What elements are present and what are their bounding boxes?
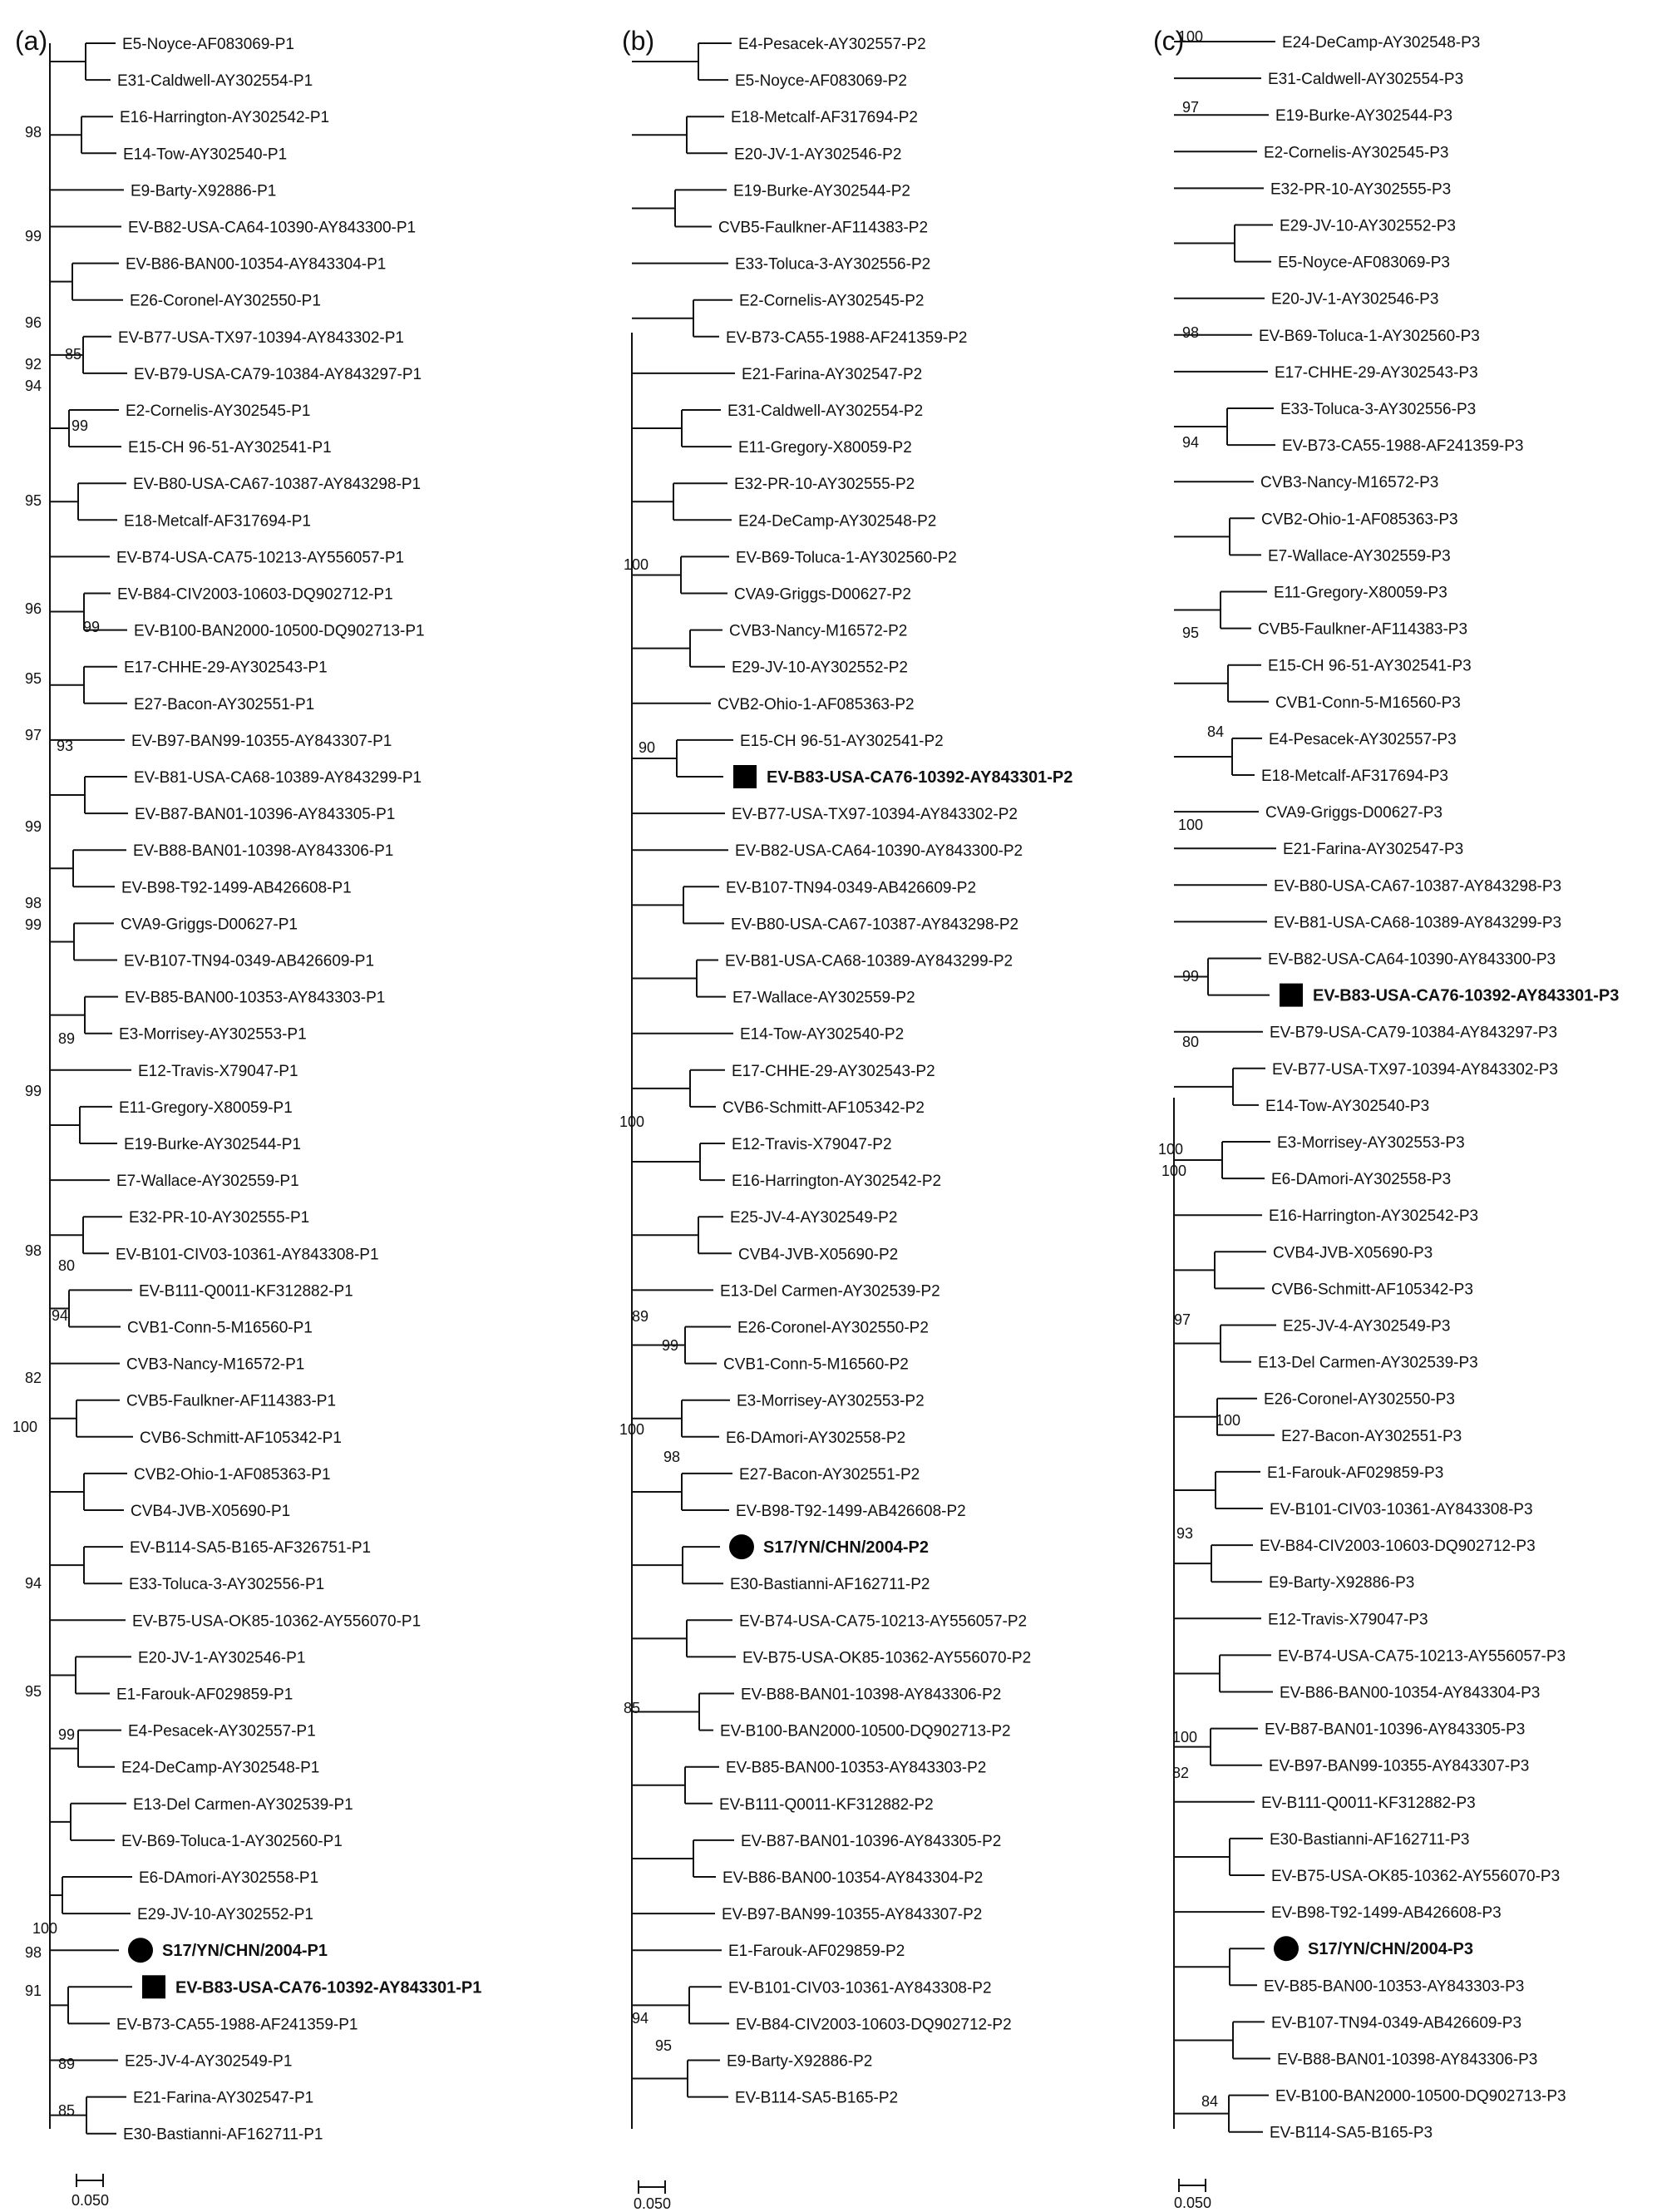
taxon-label: E7-Wallace-AY302559-P3 bbox=[1268, 547, 1451, 565]
taxon-label: EV-B86-BAN00-10354-AY843304-P1 bbox=[126, 255, 387, 274]
bootstrap-value: 96 bbox=[24, 314, 42, 331]
taxon-label: E4-Pesacek-AY302557-P2 bbox=[738, 36, 926, 53]
taxon-label: EV-B87-BAN01-10396-AY843305-P2 bbox=[741, 1832, 1002, 1850]
taxon-label: EV-B81-USA-CA68-10389-AY843299-P1 bbox=[134, 769, 422, 787]
bootstrap-value: 95 bbox=[24, 492, 42, 509]
taxon-label: CVB5-Faulkner-AF114383-P1 bbox=[126, 1392, 337, 1410]
bootstrap-value: 100 bbox=[1157, 1141, 1184, 1158]
taxon-label: E31-Caldwell-AY302554-P2 bbox=[727, 402, 924, 420]
taxon-label: E33-Toluca-3-AY302556-P1 bbox=[129, 1576, 325, 1594]
taxon-label: E9-Barty-X92886-P2 bbox=[727, 2052, 873, 2071]
taxon-label: E33-Toluca-3-AY302556-P2 bbox=[735, 255, 931, 274]
taxon-label: E26-Coronel-AY302550-P2 bbox=[737, 1319, 929, 1337]
taxon-label: EV-B75-USA-OK85-10362-AY556070-P3 bbox=[1271, 1868, 1561, 1885]
square-marker bbox=[733, 765, 757, 788]
taxon-label: EV-B107-TN94-0349-AB426609-P3 bbox=[1271, 2014, 1522, 2032]
taxon-label: EV-B74-USA-CA75-10213-AY556057-P1 bbox=[116, 549, 405, 567]
bootstrap-value: 100 bbox=[1177, 28, 1204, 45]
taxon-label: EV-B101-CIV03-10361-AY843308-P2 bbox=[728, 1979, 992, 1997]
taxon-label: E15-CH 96-51-AY302541-P3 bbox=[1268, 657, 1472, 675]
taxon-label: E4-Pesacek-AY302557-P1 bbox=[128, 1722, 316, 1740]
taxon-label: CVB4-JVB-X05690-P1 bbox=[131, 1503, 291, 1520]
bootstrap-value: 89 bbox=[57, 2056, 76, 2072]
taxon-label: EV-B86-BAN00-10354-AY843304-P2 bbox=[722, 1869, 984, 1887]
taxon-label: EV-B77-USA-TX97-10394-AY843302-P3 bbox=[1272, 1060, 1558, 1079]
circle-marker bbox=[729, 1534, 754, 1559]
circle-marker bbox=[1274, 1936, 1299, 1961]
taxon-label: E21-Farina-AY302547-P3 bbox=[1283, 841, 1464, 859]
bootstrap-value: 95 bbox=[24, 670, 42, 687]
taxon-label: EV-B73-CA55-1988-AF241359-P2 bbox=[726, 328, 968, 347]
taxon-label: EV-B69-Toluca-1-AY302560-P2 bbox=[736, 549, 957, 567]
taxon-label: EV-B83-USA-CA76-10392-AY843301-P1 bbox=[175, 1978, 482, 1997]
bootstrap-value: 80 bbox=[1181, 1034, 1200, 1050]
taxon-label: E15-CH 96-51-AY302541-P2 bbox=[740, 732, 944, 750]
panel-a bbox=[12, 26, 481, 2209]
taxon-label: EV-B85-BAN00-10353-AY843303-P1 bbox=[125, 989, 386, 1007]
taxon-label: E5-Noyce-AF083069-P1 bbox=[122, 36, 294, 53]
taxon-label: E29-JV-10-AY302552-P3 bbox=[1280, 217, 1456, 235]
taxon-label: E3-Morrisey-AY302553-P1 bbox=[119, 1025, 307, 1044]
bootstrap-value: 99 bbox=[24, 818, 42, 835]
taxon-label: EV-B85-BAN00-10353-AY843303-P2 bbox=[726, 1759, 987, 1777]
taxon-label: E19-Burke-AY302544-P2 bbox=[733, 182, 910, 200]
taxon-label: EV-B83-USA-CA76-10392-AY843301-P3 bbox=[1313, 986, 1620, 1005]
taxon-label: E11-Gregory-X80059-P2 bbox=[738, 439, 912, 457]
taxon-label: EV-B81-USA-CA68-10389-AY843299-P3 bbox=[1274, 914, 1562, 932]
taxon-label: EV-B73-CA55-1988-AF241359-P3 bbox=[1282, 437, 1524, 456]
taxon-label: E13-Del Carmen-AY302539-P3 bbox=[1258, 1354, 1478, 1372]
square-marker bbox=[1280, 984, 1303, 1007]
bootstrap-value: 95 bbox=[1181, 625, 1200, 641]
taxon-label: E17-CHHE-29-AY302543-P1 bbox=[124, 659, 328, 677]
taxon-label: E12-Travis-X79047-P1 bbox=[138, 1062, 298, 1080]
taxon-label: E32-PR-10-AY302555-P1 bbox=[129, 1209, 310, 1227]
taxon-label: EV-B111-Q0011-KF312882-P1 bbox=[139, 1282, 353, 1301]
panel-label: (c) bbox=[1153, 26, 1185, 56]
taxon-label: E30-Bastianni-AF162711-P2 bbox=[730, 1576, 930, 1594]
bootstrap-value: 93 bbox=[56, 738, 74, 754]
bootstrap-value: 97 bbox=[24, 727, 42, 743]
taxon-label: E31-Caldwell-AY302554-P1 bbox=[117, 72, 313, 91]
taxon-label: E33-Toluca-3-AY302556-P3 bbox=[1280, 401, 1477, 418]
taxon-label: E18-Metcalf-AF317694-P3 bbox=[1261, 768, 1448, 785]
taxon-label: E12-Travis-X79047-P2 bbox=[732, 1136, 892, 1153]
taxon-label: EV-B98-T92-1499-AB426608-P2 bbox=[736, 1503, 966, 1520]
taxon-label: E12-Travis-X79047-P3 bbox=[1268, 1611, 1428, 1629]
bootstrap-value: 100 bbox=[619, 1421, 645, 1438]
scale-label: 0.050 bbox=[72, 2192, 110, 2209]
taxon-label: E11-Gregory-X80059-P1 bbox=[119, 1099, 293, 1117]
taxon-label: CVB3-Nancy-M16572-P1 bbox=[126, 1355, 305, 1374]
panel-b bbox=[619, 26, 1073, 2212]
bootstrap-value: 99 bbox=[24, 916, 42, 933]
taxon-label: E32-PR-10-AY302555-P3 bbox=[1270, 180, 1452, 199]
taxon-label: E21-Farina-AY302547-P2 bbox=[742, 365, 923, 383]
bootstrap-value: 100 bbox=[1177, 817, 1204, 833]
taxon-label: EV-B85-BAN00-10353-AY843303-P3 bbox=[1264, 1977, 1525, 1996]
taxon-label: E2-Cornelis-AY302545-P3 bbox=[1264, 144, 1449, 162]
taxon-label: E30-Bastianni-AF162711-P3 bbox=[1270, 1830, 1470, 1849]
taxon-label: EV-B98-T92-1499-AB426608-P1 bbox=[121, 879, 352, 897]
taxon-label: E14-Tow-AY302540-P2 bbox=[740, 1025, 905, 1044]
taxon-label: E1-Farouk-AF029859-P2 bbox=[728, 1943, 905, 1961]
bootstrap-value: 99 bbox=[1181, 968, 1200, 985]
square-marker bbox=[142, 1975, 165, 1998]
taxon-label: EV-B88-BAN01-10398-AY843306-P2 bbox=[741, 1686, 1002, 1704]
bootstrap-value: 99 bbox=[24, 228, 42, 244]
taxon-label: EV-B114-SA5-B165-P2 bbox=[735, 2089, 899, 2107]
bootstrap-value: 89 bbox=[631, 1308, 649, 1325]
bootstrap-value: 94 bbox=[631, 2010, 649, 2027]
taxon-label: EV-B88-BAN01-10398-AY843306-P3 bbox=[1277, 2051, 1538, 2069]
bootstrap-value: 98 bbox=[24, 1242, 42, 1259]
taxon-label: EV-B84-CIV2003-10603-DQ902712-P2 bbox=[736, 2016, 1012, 2034]
taxon-label: E27-Bacon-AY302551-P1 bbox=[134, 695, 315, 713]
taxon-label: CVB4-JVB-X05690-P2 bbox=[738, 1246, 899, 1264]
taxon-label: E25-JV-4-AY302549-P1 bbox=[125, 2052, 293, 2071]
taxon-label: E16-Harrington-AY302542-P2 bbox=[732, 1173, 942, 1191]
taxon-label: E20-JV-1-AY302546-P3 bbox=[1271, 290, 1439, 309]
taxon-label: CVB6-Schmitt-AF105342-P1 bbox=[140, 1429, 342, 1447]
taxon-label: E3-Morrisey-AY302553-P3 bbox=[1277, 1134, 1465, 1152]
taxon-label: E9-Barty-X92886-P3 bbox=[1269, 1574, 1415, 1592]
bootstrap-value: 96 bbox=[24, 600, 42, 617]
bootstrap-value: 98 bbox=[24, 895, 42, 911]
taxon-label: E7-Wallace-AY302559-P1 bbox=[116, 1173, 299, 1191]
taxon-label: E30-Bastianni-AF162711-P1 bbox=[123, 2126, 323, 2144]
bootstrap-value: 89 bbox=[57, 1030, 76, 1047]
bootstrap-value: 100 bbox=[1161, 1163, 1187, 1179]
taxon-label: E26-Coronel-AY302550-P3 bbox=[1264, 1390, 1455, 1409]
bootstrap-value: 99 bbox=[82, 619, 101, 635]
taxon-label: E27-Bacon-AY302551-P2 bbox=[739, 1465, 920, 1484]
taxon-label: EV-B80-USA-CA67-10387-AY843298-P3 bbox=[1274, 877, 1562, 896]
taxon-label: CVB5-Faulkner-AF114383-P3 bbox=[1258, 620, 1468, 639]
bootstrap-value: 100 bbox=[623, 556, 649, 573]
bootstrap-value: 98 bbox=[1181, 324, 1200, 341]
taxon-label: EV-B74-USA-CA75-10213-AY556057-P2 bbox=[739, 1612, 1028, 1631]
taxon-label: E18-Metcalf-AF317694-P1 bbox=[124, 512, 311, 531]
taxon-label: E13-Del Carmen-AY302539-P2 bbox=[720, 1282, 940, 1301]
taxon-label: E5-Noyce-AF083069-P2 bbox=[735, 72, 907, 91]
bootstrap-value: 100 bbox=[12, 1419, 38, 1435]
scale-bar bbox=[1174, 2179, 1211, 2211]
taxon-label: EV-B81-USA-CA68-10389-AY843299-P2 bbox=[725, 952, 1013, 970]
taxon-label: E1-Farouk-AF029859-P1 bbox=[116, 1686, 293, 1704]
taxon-label: CVB3-Nancy-M16572-P3 bbox=[1260, 474, 1439, 492]
taxon-label: E17-CHHE-29-AY302543-P2 bbox=[732, 1062, 935, 1080]
taxon-label: EV-B100-BAN2000-10500-DQ902713-P3 bbox=[1275, 2087, 1566, 2106]
taxon-label: EV-B114-SA5-B165-P3 bbox=[1270, 2124, 1433, 2142]
bootstrap-value: 91 bbox=[24, 1982, 42, 1999]
bootstrap-value: 97 bbox=[1173, 1311, 1191, 1328]
taxon-label: EV-B80-USA-CA67-10387-AY843298-P2 bbox=[731, 916, 1019, 934]
bootstrap-value: 90 bbox=[638, 739, 656, 756]
taxon-label: EV-B75-USA-OK85-10362-AY556070-P1 bbox=[132, 1612, 422, 1631]
taxon-label: E20-JV-1-AY302546-P2 bbox=[734, 146, 902, 164]
taxon-label: E31-Caldwell-AY302554-P3 bbox=[1268, 71, 1464, 89]
taxon-label: EV-B84-CIV2003-10603-DQ902712-P3 bbox=[1260, 1538, 1536, 1556]
taxon-label: S17/YN/CHN/2004-P3 bbox=[1308, 1940, 1473, 1959]
taxon-label: E15-CH 96-51-AY302541-P1 bbox=[128, 439, 332, 457]
taxon-label: E17-CHHE-29-AY302543-P3 bbox=[1275, 363, 1478, 382]
taxon-label: S17/YN/CHN/2004-P2 bbox=[763, 1538, 929, 1558]
taxon-label: E13-Del Carmen-AY302539-P1 bbox=[133, 1795, 353, 1814]
bootstrap-value: 100 bbox=[1171, 1729, 1198, 1745]
taxon-label: E6-DAmori-AY302558-P1 bbox=[139, 1869, 319, 1887]
taxon-label: EV-B79-USA-CA79-10384-AY843297-P1 bbox=[134, 365, 422, 383]
bootstrap-value: 95 bbox=[24, 1683, 42, 1700]
bootstrap-value: 94 bbox=[51, 1307, 69, 1324]
bootstrap-value: 99 bbox=[661, 1337, 679, 1354]
taxon-label: EV-B98-T92-1499-AB426608-P3 bbox=[1271, 1904, 1502, 1923]
bootstrap-value: 95 bbox=[654, 2037, 673, 2054]
taxon-label: CVB6-Schmitt-AF105342-P2 bbox=[722, 1099, 925, 1117]
taxon-label: CVB5-Faulkner-AF114383-P2 bbox=[718, 219, 929, 237]
bootstrap-value: 82 bbox=[1171, 1765, 1190, 1781]
bootstrap-value: 99 bbox=[71, 417, 89, 434]
taxon-label: CVA9-Griggs-D00627-P2 bbox=[734, 585, 911, 604]
taxon-label: E2-Cornelis-AY302545-P1 bbox=[126, 402, 311, 420]
taxon-label: E6-DAmori-AY302558-P2 bbox=[726, 1429, 906, 1447]
taxon-label: E26-Coronel-AY302550-P1 bbox=[130, 292, 321, 310]
bootstrap-value: 99 bbox=[57, 1726, 76, 1743]
taxon-label: EV-B69-Toluca-1-AY302560-P3 bbox=[1259, 327, 1480, 345]
taxon-label: EV-B83-USA-CA76-10392-AY843301-P2 bbox=[767, 768, 1073, 787]
bootstrap-value: 100 bbox=[619, 1113, 645, 1130]
taxon-label: E21-Farina-AY302547-P1 bbox=[133, 2089, 314, 2107]
taxon-label: EV-B77-USA-TX97-10394-AY843302-P2 bbox=[732, 806, 1018, 824]
taxon-label: EV-B97-BAN99-10355-AY843307-P2 bbox=[722, 1906, 983, 1924]
taxon-label: CVB1-Conn-5-M16560-P1 bbox=[127, 1319, 313, 1337]
bootstrap-value: 98 bbox=[24, 124, 42, 141]
taxon-label: E2-Cornelis-AY302545-P2 bbox=[739, 292, 925, 310]
taxon-label: CVB3-Nancy-M16572-P2 bbox=[729, 622, 908, 640]
taxon-label: E19-Burke-AY302544-P1 bbox=[124, 1136, 301, 1153]
bootstrap-value: 84 bbox=[1206, 723, 1225, 740]
bootstrap-value: 99 bbox=[24, 1083, 42, 1099]
taxon-label: E24-DeCamp-AY302548-P1 bbox=[121, 1759, 320, 1777]
taxon-label: CVA9-Griggs-D00627-P3 bbox=[1265, 804, 1442, 822]
taxon-label: E24-DeCamp-AY302548-P2 bbox=[738, 512, 937, 531]
taxon-label: EV-B69-Toluca-1-AY302560-P1 bbox=[121, 1832, 343, 1850]
panel-c bbox=[1153, 26, 1619, 2211]
taxon-label: EV-B74-USA-CA75-10213-AY556057-P3 bbox=[1278, 1647, 1566, 1666]
taxon-label: CVB4-JVB-X05690-P3 bbox=[1273, 1244, 1433, 1262]
taxon-label: EV-B82-USA-CA64-10390-AY843300-P3 bbox=[1268, 950, 1556, 969]
taxon-label: E25-JV-4-AY302549-P2 bbox=[730, 1209, 898, 1227]
taxon-label: CVB2-Ohio-1-AF085363-P1 bbox=[134, 1465, 331, 1484]
taxon-label: EV-B80-USA-CA67-10387-AY843298-P1 bbox=[133, 476, 422, 494]
bootstrap-value: 97 bbox=[1181, 99, 1200, 116]
taxon-label: E19-Burke-AY302544-P3 bbox=[1275, 107, 1452, 126]
taxon-label: E16-Harrington-AY302542-P3 bbox=[1269, 1207, 1479, 1226]
taxon-label: E9-Barty-X92886-P1 bbox=[131, 182, 277, 200]
taxon-label: E20-JV-1-AY302546-P1 bbox=[138, 1649, 306, 1667]
taxon-label: EV-B97-BAN99-10355-AY843307-P1 bbox=[131, 732, 392, 750]
taxon-label: EV-B114-SA5-B165-AF326751-P1 bbox=[130, 1539, 372, 1558]
scale-label: 0.050 bbox=[634, 2195, 672, 2212]
taxon-label: CVA9-Griggs-D00627-P1 bbox=[121, 916, 298, 934]
taxon-label: CVB1-Conn-5-M16560-P2 bbox=[723, 1355, 909, 1374]
bootstrap-value: 80 bbox=[57, 1257, 76, 1274]
taxon-label: E24-DeCamp-AY302548-P3 bbox=[1282, 34, 1481, 52]
taxon-label: E5-Noyce-AF083069-P3 bbox=[1278, 254, 1450, 272]
bootstrap-value: 92 bbox=[24, 356, 42, 373]
taxon-label: EV-B87-BAN01-10396-AY843305-P1 bbox=[135, 806, 396, 824]
scale-bar bbox=[72, 2174, 109, 2209]
panel-label: (a) bbox=[15, 26, 48, 56]
taxon-label: EV-B101-CIV03-10361-AY843308-P3 bbox=[1270, 1501, 1533, 1518]
taxon-label: EV-B97-BAN99-10355-AY843307-P3 bbox=[1269, 1757, 1530, 1775]
taxon-label: EV-B77-USA-TX97-10394-AY843302-P1 bbox=[118, 328, 404, 347]
taxon-label: EV-B101-CIV03-10361-AY843308-P1 bbox=[116, 1246, 379, 1264]
taxon-label: EV-B100-BAN2000-10500-DQ902713-P2 bbox=[720, 1722, 1011, 1740]
taxon-label: EV-B82-USA-CA64-10390-AY843300-P1 bbox=[128, 219, 417, 237]
bootstrap-value: 100 bbox=[1215, 1412, 1241, 1429]
taxon-label: EV-B84-CIV2003-10603-DQ902712-P1 bbox=[117, 585, 393, 604]
taxon-label: E1-Farouk-AF029859-P3 bbox=[1267, 1464, 1444, 1482]
bootstrap-value: 85 bbox=[57, 2102, 76, 2119]
bootstrap-value: 85 bbox=[64, 346, 82, 363]
taxon-label: E7-Wallace-AY302559-P2 bbox=[732, 989, 915, 1007]
circle-marker bbox=[128, 1938, 153, 1963]
taxon-label: E29-JV-10-AY302552-P2 bbox=[732, 659, 908, 677]
taxon-label: EV-B107-TN94-0349-AB426609-P2 bbox=[726, 879, 977, 897]
bootstrap-value: 82 bbox=[24, 1370, 42, 1386]
bootstrap-value: 85 bbox=[623, 1700, 641, 1716]
taxon-label: EV-B107-TN94-0349-AB426609-P1 bbox=[124, 952, 375, 970]
taxon-label: E11-Gregory-X80059-P3 bbox=[1274, 584, 1447, 602]
bootstrap-value: 94 bbox=[24, 378, 42, 394]
taxon-label: E6-DAmori-AY302558-P3 bbox=[1271, 1171, 1452, 1189]
taxon-label: E14-Tow-AY302540-P3 bbox=[1265, 1097, 1430, 1115]
bootstrap-value: 94 bbox=[24, 1575, 42, 1592]
taxon-label: E18-Metcalf-AF317694-P2 bbox=[731, 109, 918, 127]
taxon-label: E4-Pesacek-AY302557-P3 bbox=[1269, 730, 1457, 748]
taxon-label: EV-B86-BAN00-10354-AY843304-P3 bbox=[1280, 1684, 1541, 1702]
taxon-label: EV-B87-BAN01-10396-AY843305-P3 bbox=[1265, 1721, 1526, 1739]
bootstrap-value: 94 bbox=[1181, 434, 1200, 451]
taxon-label: EV-B73-CA55-1988-AF241359-P1 bbox=[116, 2016, 358, 2034]
taxon-label: CVB2-Ohio-1-AF085363-P2 bbox=[718, 695, 915, 713]
bootstrap-value: 98 bbox=[24, 1944, 42, 1961]
taxon-label: E32-PR-10-AY302555-P2 bbox=[734, 476, 915, 494]
taxon-label: CVB6-Schmitt-AF105342-P3 bbox=[1271, 1281, 1473, 1299]
taxon-label: EV-B79-USA-CA79-10384-AY843297-P3 bbox=[1270, 1024, 1558, 1042]
taxon-label: CVB1-Conn-5-M16560-P3 bbox=[1275, 694, 1461, 712]
taxon-label: EV-B111-Q0011-KF312882-P2 bbox=[719, 1795, 934, 1814]
taxon-label: EV-B75-USA-OK85-10362-AY556070-P2 bbox=[742, 1649, 1032, 1667]
taxon-label: S17/YN/CHN/2004-P1 bbox=[162, 1942, 328, 1961]
taxon-label: E29-JV-10-AY302552-P1 bbox=[137, 1906, 313, 1924]
taxon-label: E16-Harrington-AY302542-P1 bbox=[120, 109, 330, 127]
taxon-label: E27-Bacon-AY302551-P3 bbox=[1281, 1427, 1462, 1445]
taxon-label: E14-Tow-AY302540-P1 bbox=[123, 146, 288, 164]
taxon-label: EV-B88-BAN01-10398-AY843306-P1 bbox=[133, 842, 394, 861]
scale-bar bbox=[634, 2180, 671, 2212]
taxon-label: CVB2-Ohio-1-AF085363-P3 bbox=[1261, 511, 1458, 529]
taxon-label: EV-B111-Q0011-KF312882-P3 bbox=[1261, 1794, 1476, 1812]
bootstrap-value: 100 bbox=[32, 1920, 58, 1937]
taxon-label: EV-B100-BAN2000-10500-DQ902713-P1 bbox=[134, 622, 425, 640]
scale-label: 0.050 bbox=[1174, 2195, 1212, 2211]
taxon-label: E25-JV-4-AY302549-P3 bbox=[1283, 1317, 1451, 1336]
bootstrap-value: 84 bbox=[1201, 2093, 1219, 2110]
bootstrap-value: 98 bbox=[663, 1449, 681, 1465]
panel-label: (b) bbox=[622, 26, 655, 56]
bootstrap-value: 93 bbox=[1176, 1525, 1194, 1542]
taxon-label: E3-Morrisey-AY302553-P2 bbox=[737, 1392, 925, 1410]
taxon-label: EV-B82-USA-CA64-10390-AY843300-P2 bbox=[735, 842, 1023, 861]
